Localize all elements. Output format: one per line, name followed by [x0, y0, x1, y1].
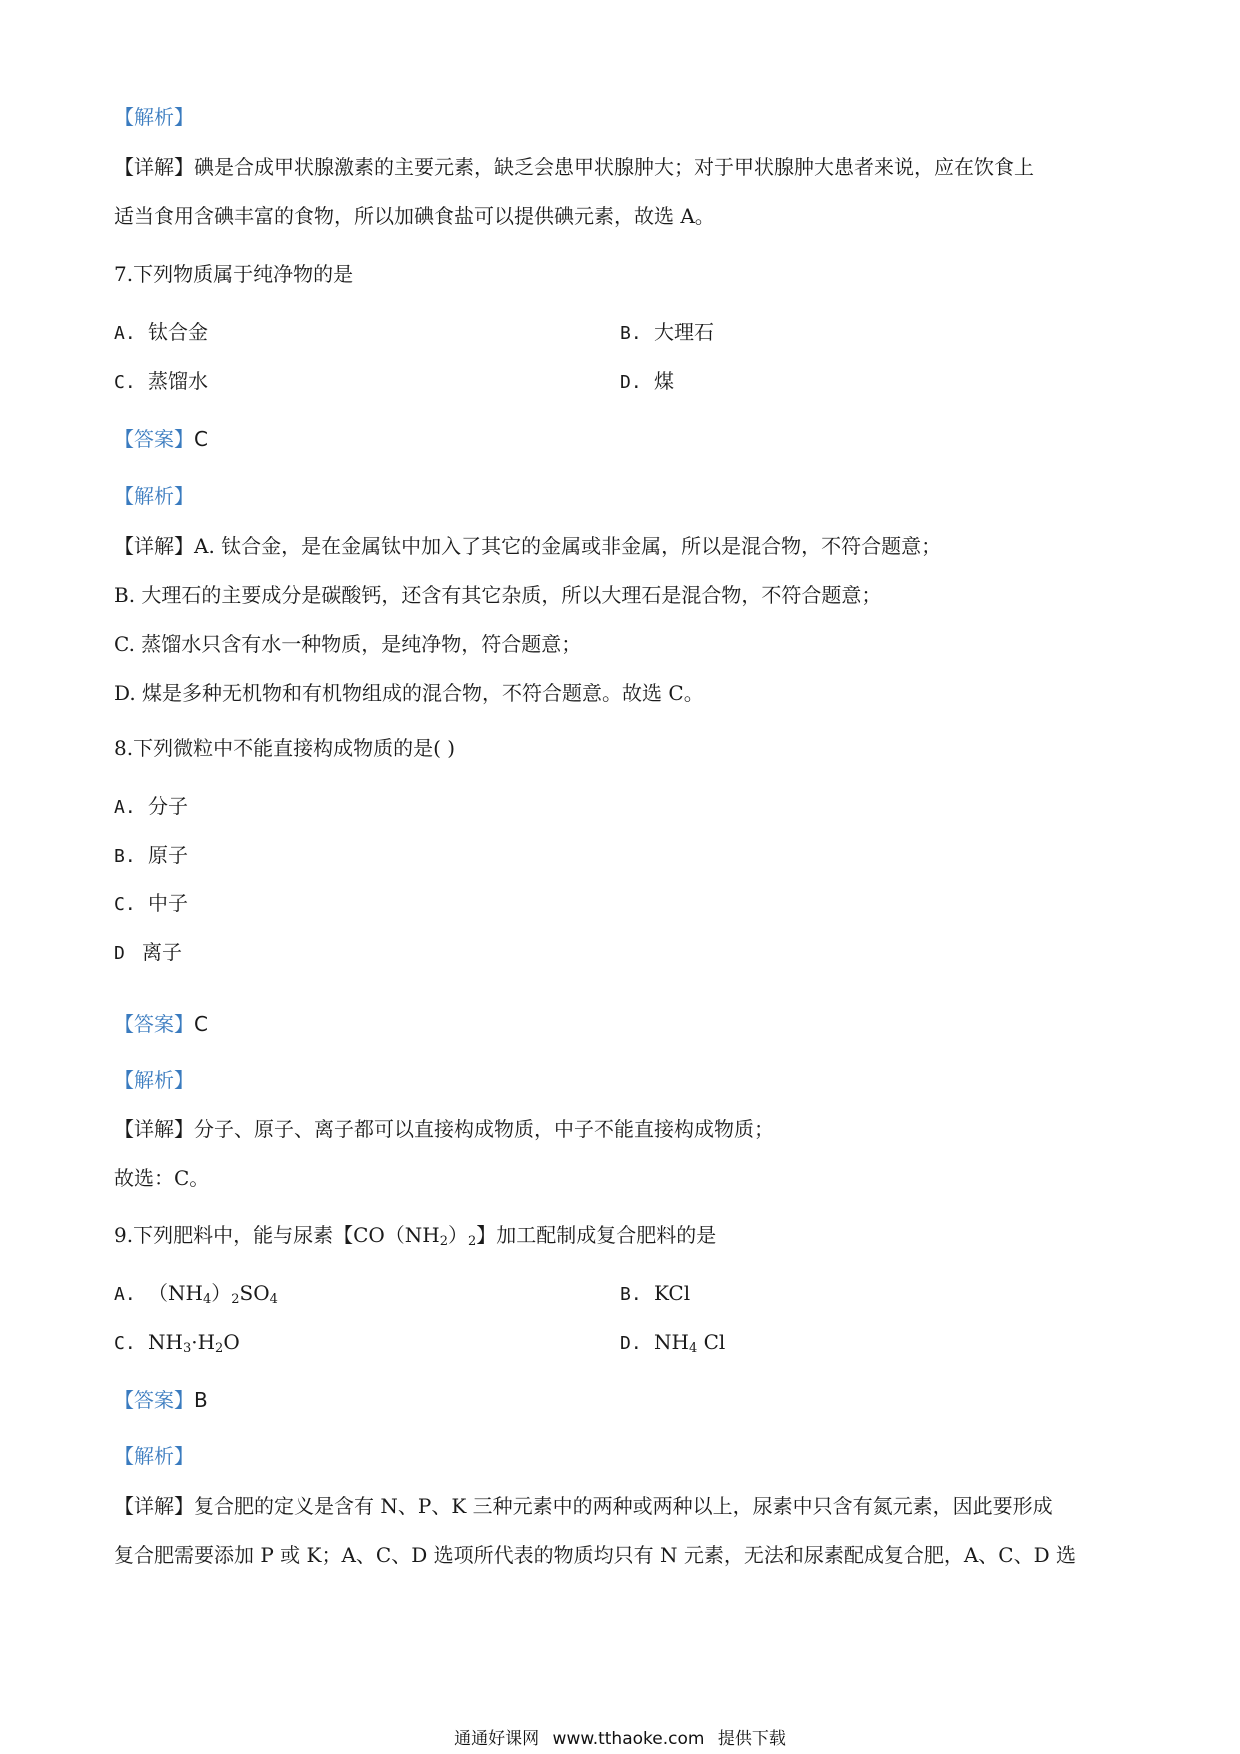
answer-tag: 【答案】 — [114, 427, 194, 451]
detail-line — [114, 152, 1034, 182]
answer-line — [114, 1385, 208, 1415]
formula-part: NH — [654, 1330, 689, 1354]
option-text: 大理石 — [654, 320, 714, 344]
option-c — [114, 1327, 240, 1364]
question-text: 9.下列肥料中，能与尿素【CO（NH — [114, 1223, 440, 1247]
option-text: 原子 — [148, 843, 188, 867]
option-label: C. — [114, 372, 136, 393]
option-d — [620, 366, 674, 398]
detail-tag: 【详解】 — [114, 155, 194, 179]
subscript: 2 — [231, 1292, 240, 1307]
option-d — [114, 937, 182, 969]
option-label: B. — [114, 846, 136, 867]
detail-line — [114, 531, 941, 561]
option-label: B. — [620, 323, 642, 344]
option-d — [620, 1327, 725, 1364]
option-text: 分子 — [148, 794, 188, 818]
option-label: A. — [114, 1284, 136, 1305]
page-footer — [0, 1724, 1240, 1749]
option-label: D. — [620, 372, 642, 393]
option-b — [620, 317, 714, 349]
analysis-tag: 【解析】 — [114, 484, 194, 508]
analysis-tag: 【解析】 — [114, 1068, 194, 1092]
formula-part: O — [223, 1330, 240, 1354]
option-label: B. — [620, 1284, 642, 1305]
footer-url[interactable]: www.tthaoke.com — [552, 1729, 705, 1749]
detail-line — [114, 1114, 774, 1144]
option-c — [114, 366, 208, 398]
detail-line: D. 煤是多种无机物和有机物组成的混合物，不符合题意。故选 C。 — [114, 681, 704, 705]
option-text: 钛合金 — [148, 320, 208, 344]
analysis-tag: 【解析】 — [114, 1444, 194, 1468]
subscript: 2 — [468, 1234, 477, 1249]
footer-site-name: 通通好课网 — [454, 1729, 540, 1749]
detail-text: A. 钛合金，是在金属钛中加入了其它的金属或非金属，所以是混合物，不符合题意； — [194, 534, 942, 558]
option-text: KCl — [654, 1281, 691, 1305]
subscript: 3 — [182, 1341, 192, 1356]
option-text: 煤 — [654, 369, 674, 393]
detail-line: 适当食用含碘丰富的食物，所以加碘食盐可以提供碘元素，故选 A。 — [114, 204, 715, 228]
option-label: D — [114, 943, 125, 964]
answer-value: C — [194, 427, 208, 451]
detail-tag: 【详解】 — [114, 1117, 194, 1141]
answer-tag: 【答案】 — [114, 1012, 194, 1036]
option-a — [114, 791, 188, 823]
detail-line: 复合肥需要添加 P 或 K；A、C、D 选项所代表的物质均只有 N 元素，无法和尿素配成复合肥，A、C、D 选 — [114, 1543, 1076, 1567]
option-a — [114, 1278, 278, 1315]
footer-note: 提供下载 — [717, 1729, 786, 1749]
detail-line: 故选：C。 — [114, 1166, 210, 1190]
analysis-tag: 【解析】 — [114, 105, 194, 129]
question-9 — [114, 1220, 716, 1257]
question-text: ） — [448, 1223, 469, 1247]
formula-part: Cl — [697, 1330, 726, 1354]
subscript: 4 — [688, 1341, 698, 1356]
option-text: 蒸馏水 — [148, 369, 208, 393]
option-text: 中子 — [148, 891, 188, 915]
option-c — [114, 888, 188, 920]
detail-line: B. 大理石的主要成分是碳酸钙，还含有其它杂质，所以大理石是混合物，不符合题意； — [114, 583, 882, 607]
option-label: C. — [114, 894, 136, 915]
option-b — [620, 1278, 690, 1310]
formula-part: ·H — [191, 1330, 216, 1354]
answer-line — [114, 424, 208, 454]
option-text: 离子 — [142, 940, 182, 964]
question-7: 7.下列物质属于纯净物的是 — [114, 262, 354, 286]
formula-part: （NH — [148, 1281, 203, 1305]
detail-line: C. 蒸馏水只含有水一种物质，是纯净物，符合题意； — [114, 632, 582, 656]
subscript: 4 — [269, 1292, 278, 1307]
option-label: A. — [114, 797, 136, 818]
formula-part: SO — [239, 1281, 270, 1305]
formula-part: NH — [148, 1330, 183, 1354]
detail-text: 分子、原子、离子都可以直接构成物质，中子不能直接构成物质； — [194, 1117, 774, 1141]
detail-tag: 【详解】 — [114, 534, 194, 558]
answer-tag: 【答案】 — [114, 1388, 194, 1412]
question-8: 8.下列微粒中不能直接构成物质的是( ) — [114, 736, 456, 760]
detail-line — [114, 1491, 1053, 1521]
question-text: 】加工配制成复合肥料的是 — [476, 1223, 717, 1247]
detail-tag: 【详解】 — [114, 1494, 194, 1518]
formula-part: ） — [211, 1281, 232, 1305]
answer-line — [114, 1009, 208, 1039]
option-a — [114, 317, 208, 349]
option-b — [114, 840, 188, 872]
answer-value: B — [194, 1388, 208, 1412]
subscript: 2 — [439, 1234, 449, 1249]
option-label: A. — [114, 323, 136, 344]
option-label: D. — [620, 1333, 642, 1354]
subscript: 4 — [202, 1292, 212, 1307]
detail-text: 复合肥的定义是含有 N、P、K 三种元素中的两种或两种以上，尿素中只含有氮元素，因此要形成 — [194, 1494, 1053, 1518]
option-label: C. — [114, 1333, 136, 1354]
answer-value: C — [194, 1012, 208, 1036]
detail-text: 碘是合成甲状腺激素的主要元素，缺乏会患甲状腺肿大；对于甲状腺肿大患者来说，应在饮食上 — [194, 155, 1034, 179]
subscript: 2 — [215, 1341, 224, 1356]
